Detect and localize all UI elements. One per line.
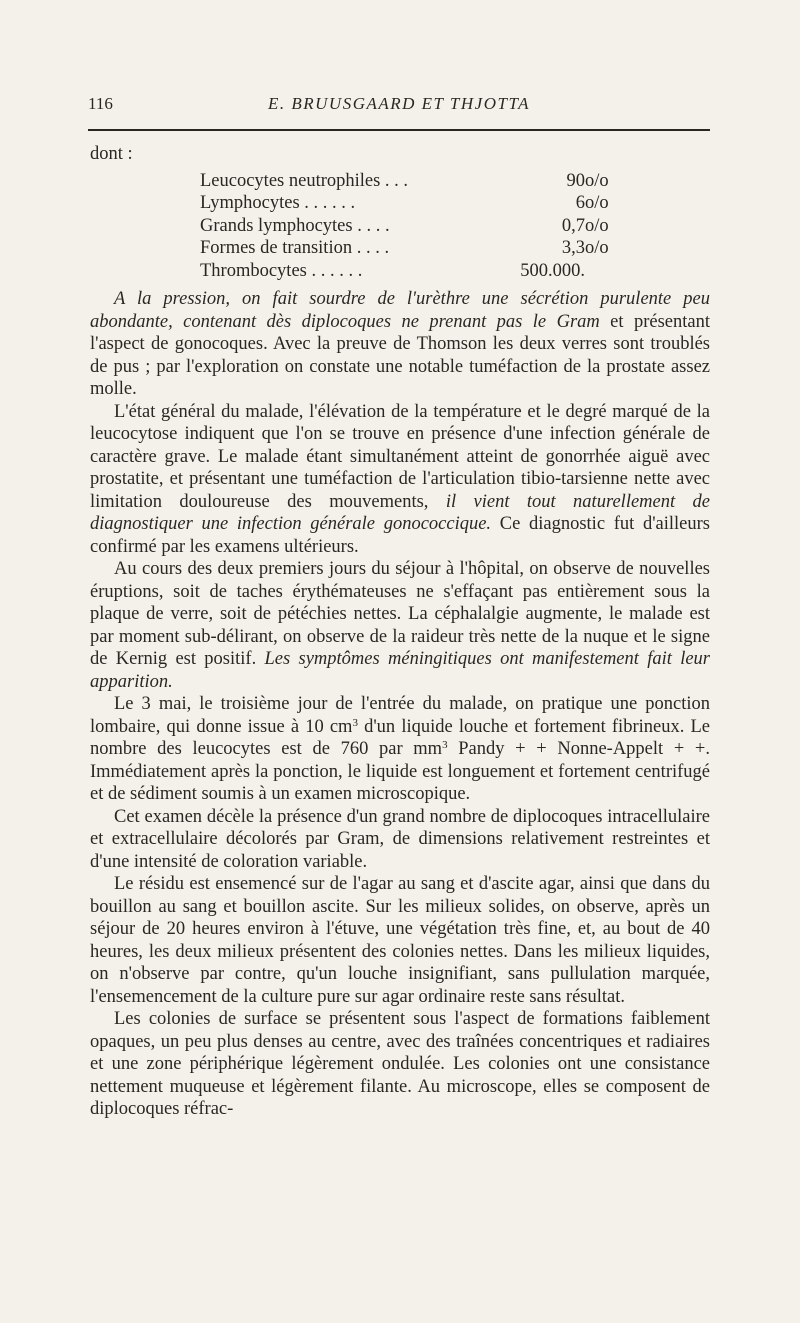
paragraph [90, 1008, 710, 1121]
paragraph-text: Pandy + + Nonne-Appelt + +. Immédiatement après la ponction, le liquide est longuement et fortement centrifugé et de sédiment soumis à un examen microscopique. [90, 739, 710, 804]
paragraph [90, 873, 710, 1008]
count-value: 6 [575, 193, 585, 213]
paragraph-text: L'état général du malade, l'élévation de la température et le degré marqué de la leucocytose indiquent que l'on se trouve en présence d'une infection générale de caractère grave. Le malade étant simultanément atteint de gonorrhée aiguë avec prostatite, et présentant une tuméfaction de l'articulation tibio-tarsienne nette avec limitation douloureuse des mouvements, [90, 401, 710, 512]
body-text [90, 143, 710, 1121]
table-row [200, 192, 635, 215]
table-row [200, 237, 635, 260]
italic-text: il vient tout naturellement de diagnostiquer une infection générale gonococcique. [90, 491, 710, 534]
count-label: Grands lymphocytes . . . . [200, 215, 390, 236]
italic-text: A la pression, on fait sourdre de l'urèthre une sécrétion purulente peu abondante, contenant dès diplocoques ne prenant pas le Gram [90, 289, 710, 332]
paragraph-text: Cet examen décèle la présence d'un grand nombre de diplocoques intracellulaire et extracellulaire décolorés par Gram, de dimensions relativement restreintes et d'une intensité de coloration variable. [90, 806, 710, 872]
superscript: 3 [352, 716, 358, 729]
italic-text: Les symptômes méningitiques ont manifestement fait leur apparition. [90, 649, 710, 692]
count-label: Thrombocytes . . . . . . [200, 260, 363, 281]
paragraph-text: Ce diagnostic fut d'ailleurs confirmé par les examens ultérieurs. [90, 514, 710, 557]
paragraph-text: d'un liquide louche et fortement fibrineux. Le nombre des leucocytes est de 760 par mm [90, 716, 710, 759]
page-header [88, 94, 710, 126]
blood-count-table [200, 170, 635, 283]
paragraph-text: Au cours des deux premiers jours du séjour à l'hôpital, on observe de nouvelles éruptions, soit de taches érythémateuses ne s'effaçant pas entièrement sous la plaque de verre, soit de pétéchies nettes. La céphalalgie augmente, le malade est par moment sub-délirant, on observe de la raideur très nette de la nuque et le signe de Kernig est positif. [90, 559, 710, 669]
header-rule [88, 129, 710, 131]
count-label: Formes de transition . . . . [200, 238, 390, 258]
count-value: 90 [566, 170, 585, 191]
count-value: 0,7 [561, 215, 585, 236]
paragraph-text: Le 3 mai, le troisième jour de l'entrée du malade, on pratique une ponction lombaire, qui donne issue à 10 cm [90, 694, 710, 737]
superscript: 3 [442, 739, 448, 751]
paragraph-text: Les colonies de surface se présentent sous l'aspect de formations faiblement opaques, un peu plus denses au centre, avec des traînées concentriques et radiaires et une zone périphérique légèrement ondulée. Les colonies ont une consistance nettement muqueuse et légèrement filante. Au microscope, elles se composent de diplocoques réfrac- [90, 1009, 710, 1119]
table-row [200, 260, 635, 283]
paragraph [90, 558, 710, 693]
paragraph [90, 401, 710, 559]
running-head: E. BRUUSGAARD ET THJOTTA [267, 94, 531, 113]
paragraph-text: Le résidu est ensemencé sur de l'agar au sang et d'ascite agar, ainsi que dans du bouillon au sang et bouillon ascite. Sur les milieux solides, on observe, après un séjour de 20 heures environ à l'étuve, une végétation très fine, et, au bout de 40 heures, les deux milieux présentent des colonies nettes. Dans les milieux liquides, on n'observe par contre, qu'un louche insignifiant, sans pullulation marquée, l'ensemencement de la culture pure sur agar ordinaire reste sans résultat. [90, 874, 710, 1007]
count-unit: o/o [585, 193, 609, 213]
count-unit [585, 260, 635, 283]
count-label: Lymphocytes . . . . . . [200, 193, 356, 213]
count-label: Leucocytes neutrophiles . . . [200, 170, 409, 191]
table-row [200, 215, 635, 238]
lead-text: dont : [90, 144, 133, 164]
count-value: 3,3 [561, 238, 585, 258]
paragraph-text: et présentant l'aspect de gonocoques. Avec la preuve de Thomson les deux verres sont troublés de pus ; par l'exploration on constate une notable tuméfaction de la prostate assez molle. [90, 311, 710, 399]
count-unit: o/o [585, 170, 609, 191]
paragraph [90, 288, 710, 401]
page-number: 116 [88, 94, 113, 113]
paragraph [90, 806, 710, 874]
paragraph [90, 693, 710, 806]
count-value: 500.000. [520, 260, 585, 281]
table-row [200, 170, 635, 193]
count-unit: o/o [585, 238, 609, 258]
count-unit: o/o [585, 215, 609, 236]
